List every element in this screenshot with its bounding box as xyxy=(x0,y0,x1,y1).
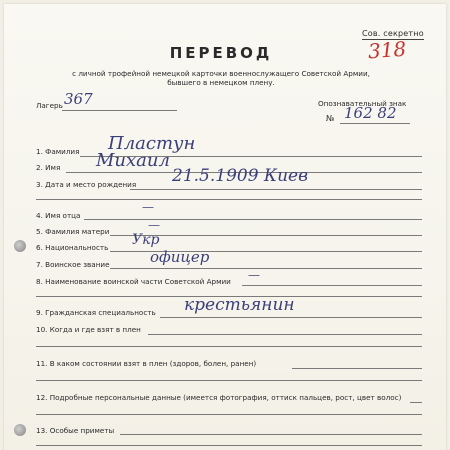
field-label-6: 6. Национальность xyxy=(36,243,109,252)
field-value-2: Михаил xyxy=(96,150,170,171)
field-value-4: — xyxy=(142,200,154,214)
field-line-3 xyxy=(130,189,422,190)
field-line-12b xyxy=(36,414,422,415)
field-line-8 xyxy=(242,285,422,286)
archive-number: 318 xyxy=(367,36,407,64)
field-value-7: офицер xyxy=(150,248,210,266)
punch-hole-icon xyxy=(14,424,26,436)
field-line-11b xyxy=(36,380,422,381)
field-label-2: 2. Имя xyxy=(36,163,61,172)
field-label-5: 5. Фамилия матери xyxy=(36,227,110,236)
camp-line xyxy=(62,110,177,111)
field-line-3b xyxy=(36,199,422,200)
field-line-13b xyxy=(36,445,422,446)
page-title: ПЕРЕВОД xyxy=(169,44,273,62)
field-value-8: — xyxy=(248,268,260,282)
field-label-1: 1. Фамилия xyxy=(36,147,80,156)
field-line-7 xyxy=(110,268,422,269)
field-value-6: Укр xyxy=(132,232,160,248)
field-line-9 xyxy=(160,317,422,318)
field-line-10b xyxy=(36,346,422,347)
field-value-9: крестьянин xyxy=(184,295,295,315)
field-label-3: 3. Дата и место рождения xyxy=(36,180,137,189)
tag-value: 162 82 xyxy=(344,104,397,122)
tag-line xyxy=(340,123,410,124)
punch-hole-icon xyxy=(14,240,26,252)
secret-mark: Сов. секретно xyxy=(362,29,424,38)
field-label-10: 10. Когда и где взят в плен xyxy=(36,325,141,334)
field-value-3: 21.5.1909 Киев xyxy=(172,166,308,186)
field-label-8: 8. Наименование воинской части Советской Армии xyxy=(36,277,231,286)
field-label-11: 11. В каком состоянии взят в плен (здоров, болен, ранен) xyxy=(36,359,257,368)
tag-label: Опознавательный знак xyxy=(318,99,407,108)
field-label-13: 13. Особые приметы xyxy=(36,426,115,435)
field-line-12 xyxy=(410,402,422,403)
camp-label: Лагерь xyxy=(36,101,63,110)
field-value-1: Пластун xyxy=(108,133,196,154)
camp-value: 367 xyxy=(64,90,93,108)
field-line-11 xyxy=(292,368,422,369)
subtitle-line-2: бывшего в немецком плену. xyxy=(167,78,275,87)
tag-prefix: № xyxy=(326,114,335,123)
subtitle-line-1: с личной трофейной немецкой карточки военнослужащего Советской Армии, xyxy=(72,69,370,78)
field-line-10 xyxy=(148,334,422,335)
field-label-9: 9. Гражданская специальность xyxy=(36,308,156,317)
field-value-5: — xyxy=(148,218,160,232)
field-line-4 xyxy=(84,219,422,220)
field-label-4: 4. Имя отца xyxy=(36,211,81,220)
field-label-12: 12. Подробные персональные данные (имеется фотография, оттиск пальцев, рост, цвет волос) xyxy=(36,393,402,402)
field-line-13 xyxy=(120,434,422,435)
field-label-7: 7. Воинское звание xyxy=(36,260,110,269)
